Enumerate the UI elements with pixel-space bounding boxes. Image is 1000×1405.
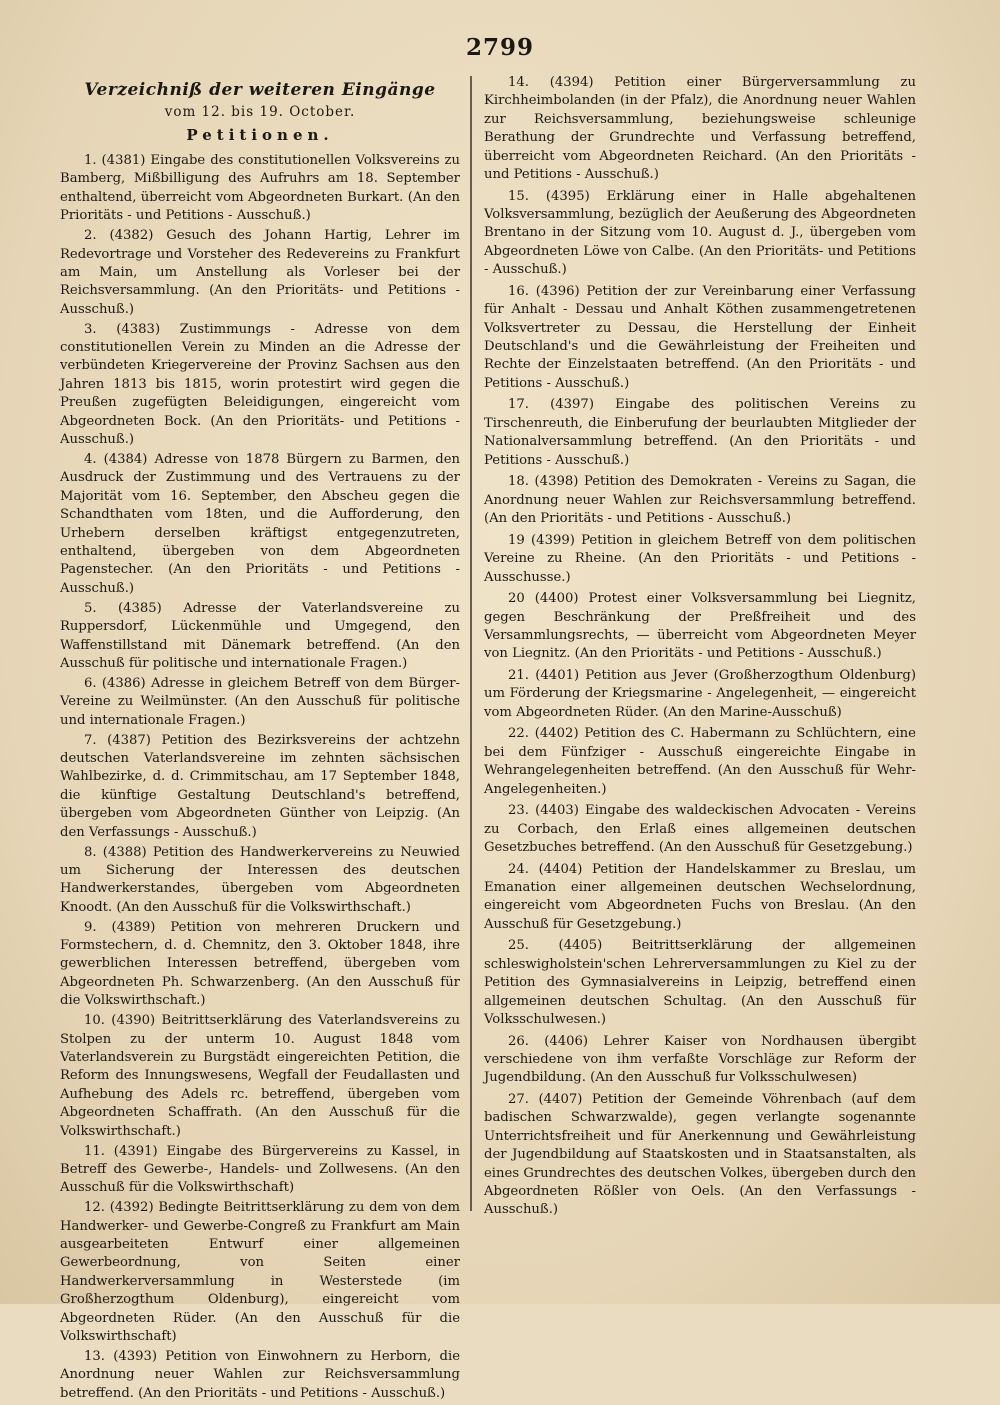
list-item: 14. (4394) Petition einer Bürgerversammlung zu Kirchheimbolanden (in der Pfalz), die Anordnung neuer Wahlen zur Reichsversammlung, beziehungsweise schleunige Berathung der Grundrechte und Verfassung betreffend, überreicht vom Abgeordneten Reichard. (An den Prioritäts - und Petitions - Ausschuß.) (484, 75, 916, 183)
list-item: 10. (4390) Beitrittserklärung des Vaterlandsvereins zu Stolpen zu der unterm 10. August 1848 vom Vaterlandsverein zu Burgstädt eingereichten Petition, die Reform des Innungswesens, Wegfall der Feudallasten und Aufhebung des Adels rc. betreffend, übergeben vom Abgeordneten Schaffrath. (An den Ausschuß für die Volkswirthschaft.) (60, 1013, 460, 1139)
list-item: 2. (4382) Gesuch des Johann Hartig, Lehrer im Redevortrage und Vorsteher des Redevereins zu Frankfurt am Main, um Anstellung als Vorleser bei der Reichsversammlung. (An den Prioritäts- und Petitions - Ausschuß.) (60, 228, 460, 317)
list-item: 25. (4405) Beitrittserklärung der allgemeinen schleswigholstein'schen Lehrerversammlungen zu Kiel zu der Petition des Gymnasialvereins in Leipzig, betreffend einen allgemeinen deutschen Schultag. (An den Ausschuß für Volksschulwesen.) (484, 938, 916, 1027)
right-column (484, 74, 916, 1223)
section-heading: Petitionen. (186, 126, 334, 144)
list-item: 17. (4397) Eingabe des politischen Vereins zu Tirschenreuth, die Einberufung der beurlaubten Mitglieder der Nationalversammlung betreffend. (An den Prioritäts - und Petitions - Ausschuß.) (484, 397, 916, 468)
list-item: 16. (4396) Petition der zur Vereinbarung einer Verfassung für Anhalt - Dessau und Anhalt Köthen zusammengetretenen Volksvertreter zu Dessau, die Herstellung der Einheit Deutschland's und die Gewährleistung der Freiheiten und Rechte der Einzelstaaten betreffend. (An den Prioritäts - und Petitions - Ausschuß.) (484, 283, 916, 391)
left-column (60, 74, 460, 1405)
list-item: 13. (4393) Petition von Einwohnern zu Herborn, die Anordnung neuer Wahlen zur Reichsversammlung betreffend. (An den Prioritäts - und Petitions - Ausschuß.) (60, 1349, 460, 1401)
list-item: 9. (4389) Petition von mehreren Druckern und Formstechern, d. d. Chemnitz, den 3. Oktober 1848, ihre gewerblichen Interessen betreffend, übergeben vom Abgeordneten Ph. Schwarzenberg. (An den Ausschuß für die Volkswirthschaft.) (60, 919, 460, 1009)
list-item: 11. (4391) Eingabe des Bürgervereins zu Kassel, in Betreff des Gewerbe-, Handels- und Zollwesens. (An den Ausschuß für die Volkswirthschaft) (60, 1143, 460, 1196)
list-item: 7. (4387) Petition des Bezirksvereins der achtzehn deutschen Vaterlandsvereine im zehnten sächsischen Wahlbezirke, d. d. Crimmitschau, am 17 September 1848, die künftige Gestaltung Deutschland's betreffend, übergeben vom Abgeordneten Günther von Leipzig. (An den Verfassungs - Ausschuß.) (60, 732, 460, 840)
list-item: 26. (4406) Lehrer Kaiser von Nordhausen übergibt verschiedene von ihm verfaßte Vorschläge zur Reform der Jugendbildung. (An den Ausschuß fur Volksschulwesen) (484, 1033, 916, 1086)
list-item: 12. (4392) Bedingte Beitrittserklärung zu dem von dem Handwerker- und Gewerbe-Congreß zu Frankfurt am Main ausgearbeiteten Entwurf einer allgemeinen Gewerbeordnung, von Seiten einer Handwerkerversammlung in Westerstede (im Großherzogthum Oldenburg), eingereicht vom Abgeordneten Rüder. (An den Ausschuß für die Volkswirthschaft) (60, 1200, 460, 1345)
column-divider (470, 76, 472, 1211)
list-item: 20 (4400) Protest einer Volksversammlung bei Liegnitz, gegen Beschränkung der Preßfreiheit und des Versammlungsrechts, — überreicht vom Abgeordneten Meyer von Liegnitz. (An den Prioritäts - und Petitions - Ausschuß.) (484, 591, 916, 662)
list-item: 15. (4395) Erklärung einer in Halle abgehaltenen Volksversammlung, bezüglich der Aeußerung des Abgeordneten Brentano in der Sitzung vom 10. August d. J., übergeben vom Abgeordneten Löwe von Calbe. (An den Prioritäts- und Petitions - Ausschuß.) (484, 188, 916, 278)
list-item: 19 (4399) Petition in gleichem Betreff von dem politischen Vereine zu Rheine. (An den Prioritäts - und Petitions - Ausschusse.) (484, 532, 916, 585)
list-item: 24. (4404) Petition der Handelskammer zu Breslau, um Emanation einer allgemeinen deutschen Wechselordnung, eingereicht vom Abgeordneten Fuchs von Breslau. (An den Ausschuß für Gesetzgebung.) (484, 861, 916, 932)
document-title: Verzeichniß der weiteren Eingänge (84, 80, 436, 100)
list-item: 4. (4384) Adresse von 1878 Bürgern zu Barmen, den Ausdruck der Zustimmung und des Vertrauens zu der Majorität vom 16. September, den Abscheu gegen die Schandthaten vom 18ten, und die Aufforderung, den Urhebern derselben kräftigst entgegenzutreten, enthaltend, übergeben von dem Abgeordneten Pagenstecher. (An den Prioritäts - und Petitions - Ausschuß.) (60, 452, 460, 596)
list-item: 21. (4401) Petition aus Jever (Großherzogthum Oldenburg) um Förderung der Kriegsmarine - Angelegenheit, — eingereicht vom Abgeordneten Rüder. (An den Marine-Ausschuß) (484, 667, 916, 720)
page-number: 2799 (465, 34, 534, 61)
list-item: 1. (4381) Eingabe des constitutionellen Volksvereins zu Bamberg, Mißbilligung des Aufruhrs am 18. September enthaltend, überreicht vom Abgeordneten Burkart. (An den Prioritäts - und Petitions - Ausschuß.) (60, 153, 460, 224)
list-item: 22. (4402) Petition des C. Habermann zu Schlüchtern, eine bei dem Fünfziger - Ausschuß eingereichte Eingabe in Wehrangelegenheiten betreffend. (An den Ausschuß für Wehr-Angelegenheiten.) (484, 726, 916, 797)
list-item: 18. (4398) Petition des Demokraten - Vereins zu Sagan, die Anordnung neuer Wahlen zur Reichsversammlung betreffend. (An den Prioritäts - und Petitions - Ausschuß.) (484, 474, 916, 527)
list-item: 6. (4386) Adresse in gleichem Betreff von dem Bürger-Vereine zu Weilmünster. (An den Ausschuß für politische und internationale Fragen.) (60, 675, 460, 728)
list-item: 5. (4385) Adresse der Vaterlandsvereine zu Ruppersdorf, Lückenmühle und Umgegend, den Waffenstillstand mit Dänemark betreffend. (An den Ausschuß für politische und internationale Fragen.) (60, 600, 460, 671)
list-item: 23. (4403) Eingabe des waldeckischen Advocaten - Vereins zu Corbach, den Erlaß eines allgemeinen deutschen Gesetzbuches betreffend. (An den Ausschuß für Gesetzgebung.) (484, 803, 916, 855)
list-item: 27. (4407) Petition der Gemeinde Vöhrenbach (auf dem badischen Schwarzwalde), gegen verlangte sogenannte Unterrichtsfreiheit und für Anerkennung und Gewährleistung der Jugendbildung auf Staatskosten und in Staatsanstalten, als eines Grundrechtes des deutschen Volkes, übergeben durch den Abgeordneten Rößler von Oels. (An den Verfassungs - Ausschuß.) (484, 1091, 916, 1218)
list-item: 8. (4388) Petition des Handwerkervereins zu Neuwied um Sicherung der Interessen des deutschen Handwerkerstandes, übergeben vom Abgeordneten Knoodt. (An den Ausschuß für die Volkswirthschaft.) (60, 844, 460, 915)
list-item: 3. (4383) Zustimmungs - Adresse von dem constitutionellen Verein zu Minden an die Adresse der verbündeten Kriegervereine der Provinz Sachsen aus den Jahren 1813 bis 1815, worin protestirt wird gegen die Preußen zugefügten Beleidigungen, eingereicht vom Abgeordneten Bock. (An den Prioritäts- und Petitions - Ausschuß.) (60, 321, 460, 448)
document-subtitle: vom 12. bis 19. October. (164, 104, 356, 120)
